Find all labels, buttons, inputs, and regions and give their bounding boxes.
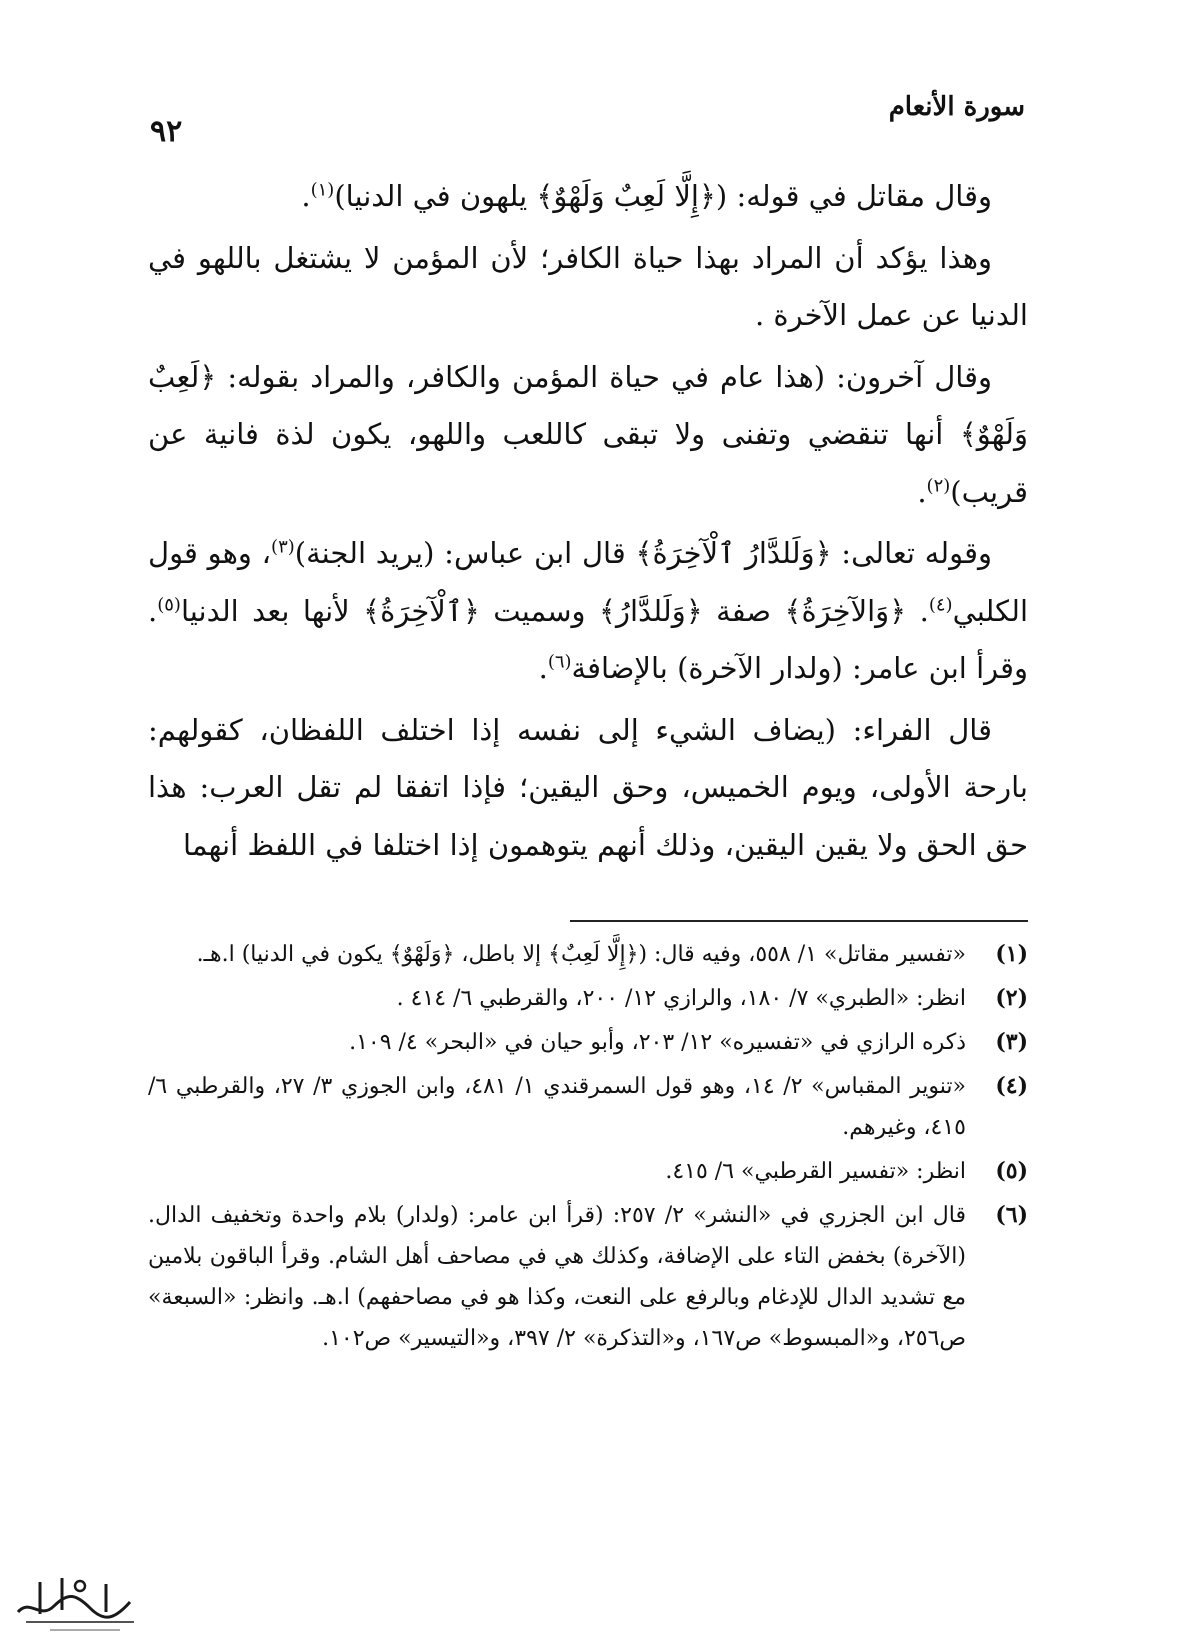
main-text	[148, 168, 1028, 878]
footnote-number: (٦)	[995, 1202, 1028, 1228]
footnote	[148, 1195, 1028, 1359]
quran-quote: ﴿إِلَّا لَعِبٌ﴾	[548, 942, 639, 967]
paragraph	[148, 168, 1028, 226]
footnote	[148, 978, 1028, 1019]
text-run: وقوله تعالى:	[831, 536, 992, 570]
footnote-number: (٢)	[995, 985, 1028, 1011]
text-run: «تفسير مقاتل» ١/ ٥٥٨، وفيه قال: (	[638, 942, 966, 967]
text-run: إلا باطل،	[454, 942, 549, 967]
footnote-ref: (٦)	[547, 651, 572, 673]
quran-quote: ﴿وَالآخِرَةُ﴾	[784, 593, 907, 628]
text-run: لأنها بعد الدنيا	[180, 593, 364, 628]
paragraph	[148, 349, 1028, 522]
footnote-ref: (٢)	[926, 474, 951, 496]
footnote-number: (١)	[995, 941, 1028, 967]
footnote-number: (٣)	[995, 1029, 1028, 1055]
page-number: ٩٢	[150, 114, 183, 149]
text-run: أنها تنقضي وتفنى ولا تبقى كاللعب واللهو، يكون لذة فانية عن قريب)	[148, 417, 1028, 509]
footnote	[148, 934, 1028, 975]
footnote	[148, 1151, 1028, 1192]
footnotes	[148, 934, 1028, 1362]
quran-quote: ﴿لَعِبٌ وَلَهْوٌ﴾	[148, 359, 1028, 451]
paragraph: قال الفراء: (يضاف الشيء إلى نفسه إذا اختلف اللفظان، كقولهم: بارحة الأولى، ويوم الخميس، وحق اليقين؛ فإذا اتفقا لم تقل العرب: هذا حق الحق ولا يقين اليقين، وذلك أنهم يتوهمون إذا اختلفا في اللفظ أنهما	[148, 712, 1028, 862]
paragraph: وهذا يؤكد أن المراد بهذا حياة الكافر؛ لأن المؤمن لا يشتغل باللهو في الدنيا عن عمل الآخرة .	[148, 240, 1028, 332]
footnote-number: (٥)	[995, 1158, 1028, 1184]
footnote	[148, 1066, 1028, 1148]
footnote-divider	[570, 920, 1028, 922]
footnote-ref: (٤)	[928, 593, 953, 615]
footnote-ref: (٣)	[271, 536, 295, 558]
footnote	[148, 1022, 1028, 1063]
footnote-number: (٤)	[995, 1073, 1028, 1099]
quran-quote: ﴿وَلَلدَّارُ ٱلْآخِرَةُ﴾	[635, 536, 832, 570]
text-run: يلهون في الدنيا)	[334, 179, 537, 213]
text-run: صفة	[702, 593, 785, 628]
text-run: وقال آخرون: (هذا عام في حياة المؤمن والكافر، والمراد بقوله:	[216, 359, 992, 394]
quran-quote: ﴿إِلَّا لَعِبٌ وَلَهْوٌ﴾	[536, 179, 716, 213]
footnote-ref: (٥)	[157, 593, 181, 615]
text-run: .	[906, 593, 929, 628]
footnote-ref: (١)	[310, 179, 335, 201]
chapter-title: سورة الأنعام	[888, 92, 1025, 122]
quran-quote: ﴿وَلَلدَّارُ﴾	[599, 593, 703, 628]
quran-quote: ﴿وَلَهْوٌ﴾	[389, 942, 455, 967]
running-header	[150, 92, 1025, 149]
text-run: وسميت	[479, 593, 599, 628]
text-run: ، وهو قول الكلبي	[148, 536, 1029, 628]
footnote-text: انظر: «الطبري» ٧/ ١٨٠، والرازي ١٢/ ٢٠٠، والقرطبي ٦/ ٤١٤ .	[396, 986, 966, 1011]
text-run: . وقرأ ابن عامر: (ولدار الآخرة) بالإضافة	[148, 593, 1028, 685]
text-run: يكون في الدنيا) ا.هـ.	[196, 942, 390, 967]
quran-quote: ﴿ٱلْآخِرَةُ﴾	[363, 593, 480, 628]
text-run: .	[538, 651, 548, 685]
text-run: .	[917, 474, 927, 509]
footnote-text: انظر: «تفسير القرطبي» ٦/ ٤١٥.	[665, 1159, 966, 1184]
text-run: قال ابن عباس: (يريد الجنة)	[294, 536, 636, 570]
footnote-text: ذكره الرازي في «تفسيره» ١٢/ ٢٠٣، وأبو حيان في «البحر» ٤/ ١٠٩.	[349, 1030, 966, 1055]
text-run: .	[301, 179, 311, 213]
footnote-text: قال ابن الجزري في «النشر» ٢/ ٢٥٧: (قرأ ابن عامر: (ولدار) بلام واحدة وتخفيف الدال. (الآخرة) بخفض التاء على الإضافة، وكذلك هي في مصاحف أهل الشام. وقرأ الباقون بلامين مع تشديد الدال للإدغام وبالرفع على النعت، وكذا هو في مصاحفهم) ا.هـ. وانظر: «السبعة» ص٢٥٦، و«المبسوط» ص١٦٧، و«التذكرة» ٢/ ٣٩٧، و«التيسير» ص١٠٢.	[148, 1203, 966, 1351]
footnote-text: «تنوير المقباس» ٢/ ١٤، وهو قول السمرقندي ١/ ٤٨١، وابن الجوزي ٣/ ٢٧، والقرطبي ٦/ ٤١٥، وغيرهم.	[148, 1074, 966, 1140]
text-run: وقال مقاتل في قوله: (	[715, 179, 992, 213]
library-logo-icon	[10, 1568, 150, 1638]
paragraph	[148, 525, 1028, 698]
